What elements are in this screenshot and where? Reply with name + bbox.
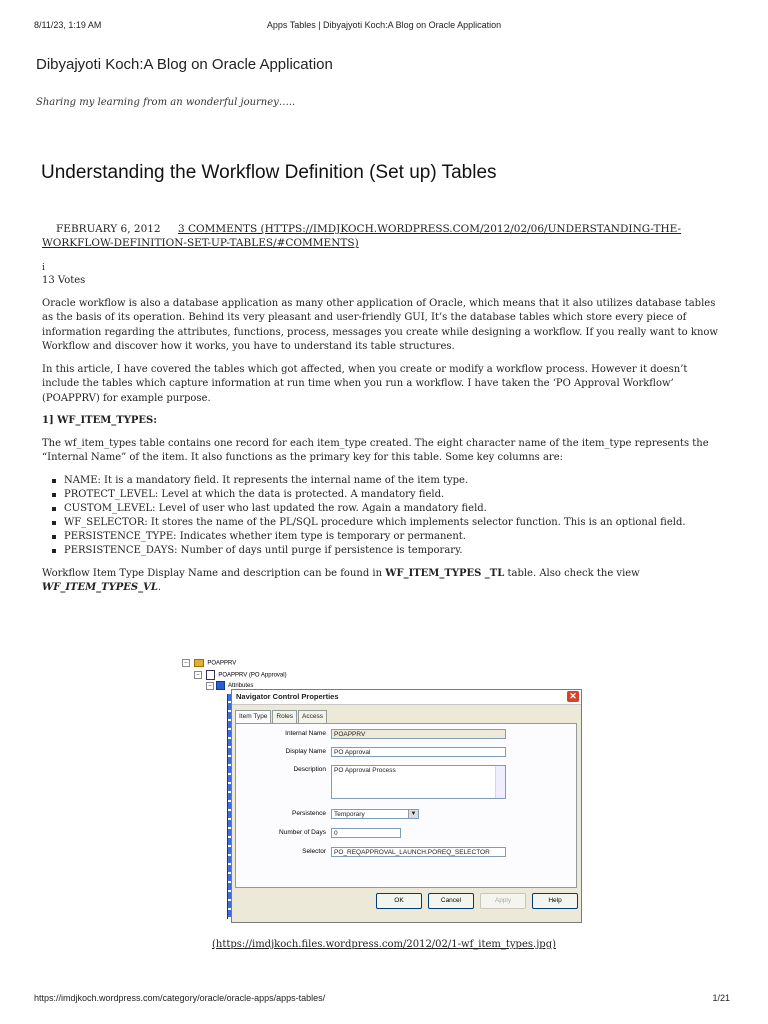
- apply-button[interactable]: Apply: [480, 893, 526, 909]
- blog-title-link[interactable]: Dibyajyoti Koch:A Blog on Oracle Application: [36, 56, 333, 73]
- tree-attributes-label: Attributes: [228, 683, 254, 690]
- collapse-icon: –: [194, 671, 202, 679]
- para4-end: .: [157, 582, 162, 593]
- persistence-value: Temporary: [334, 811, 365, 818]
- ok-button[interactable]: OK: [376, 893, 422, 909]
- workflow-builder-screenshot[interactable]: [176, 657, 584, 923]
- collapse-icon: –: [182, 659, 190, 667]
- rating-star-icon[interactable]: i: [42, 263, 45, 273]
- comments-link[interactable]: 3 COMMENTS (HTTPS://IMDJKOCH.WORDPRESS.COM/2012/02/06/UNDERSTANDING-THE-WORKFLOW-DEFINITION-SET-UP-TABLES/#COMMENTS): [42, 223, 682, 249]
- dialog-title: Navigator Control Properties: [236, 692, 339, 701]
- selector-field[interactable]: PO_REQAPPROVAL_LAUNCH.POREQ_SELECTOR: [331, 847, 506, 857]
- help-button[interactable]: Help: [532, 893, 578, 909]
- print-page-number: 1/21: [712, 993, 730, 1003]
- tree-root-label: POAPPRV: [207, 660, 237, 667]
- list-item: PROTECT_LEVEL: Level at which the data is protected. A mandatory field.: [52, 488, 722, 502]
- dropdown-arrow-icon[interactable]: ▼: [408, 810, 418, 818]
- collapse-icon: –: [206, 682, 214, 690]
- list-item: PERSISTENCE_DAYS: Number of days until purge if persistence is temporary.: [52, 544, 722, 558]
- dialog-tabs: [235, 710, 328, 723]
- tl-table-name: WF_ITEM_TYPES _TL: [385, 567, 505, 579]
- list-item: PERSISTENCE_TYPE: Indicates whether item type is temporary or permanent.: [52, 530, 722, 544]
- image-caption: [0, 939, 768, 950]
- post-content: [42, 263, 722, 604]
- display-name-label: Display Name: [285, 748, 326, 755]
- rating: [42, 263, 722, 289]
- print-datetime: 8/11/23, 1:19 AM: [34, 20, 102, 30]
- selector-label: Selector: [302, 848, 326, 855]
- key-columns-list: [42, 474, 722, 558]
- votes-count: 13 Votes: [42, 275, 86, 286]
- image-link[interactable]: (https://imdjkoch.files.wordpress.com/2012/02/1-wf_item_types.jpg): [211, 939, 556, 950]
- days-field[interactable]: 0: [331, 828, 401, 838]
- item-type-panel: [235, 723, 577, 888]
- cancel-button[interactable]: Cancel: [428, 893, 474, 909]
- days-label: Number of Days: [279, 829, 326, 836]
- tree-child: [194, 670, 287, 680]
- paragraph-display-name: [42, 567, 722, 596]
- tab-roles[interactable]: Roles: [272, 710, 297, 723]
- description-value: PO Approval Process: [334, 767, 396, 774]
- post-meta: [42, 222, 682, 250]
- post-title: Understanding the Workflow Definition (Set up) Tables: [41, 162, 497, 183]
- tree-root: [182, 659, 236, 667]
- tab-access[interactable]: Access: [298, 710, 327, 723]
- attributes-icon: [216, 681, 225, 690]
- post-date: FEBRUARY 6, 2012: [56, 223, 161, 235]
- para4-prefix: Workflow Item Type Display Name and description can be found in: [42, 567, 386, 579]
- tab-item-type[interactable]: Item Type: [235, 710, 271, 723]
- section-heading: 1] WF_ITEM_TYPES:: [42, 415, 157, 426]
- description-label: Description: [293, 766, 326, 773]
- tree-child-label: POAPPRV (PO Approval): [218, 672, 287, 679]
- description-scrollbar[interactable]: [495, 766, 505, 798]
- internal-name-label: Internal Name: [285, 730, 326, 737]
- list-item: WF_SELECTOR: It stores the name of the PL/SQL procedure which implements selector function. This is an optional field.: [52, 516, 722, 530]
- paragraph-item-types: The wf_item_types table contains one record for each item_type created. The eight character name of the item_type represents the “Internal Name” of the item. It also functions as the primary key for this table. Some key columns are:: [42, 437, 709, 463]
- persistence-label: Persistence: [292, 810, 326, 817]
- print-url: https://imdjkoch.wordpress.com/category/oracle/oracle-apps/apps-tables/: [34, 993, 326, 1003]
- paragraph-scope: In this article, I have covered the tables which got affected, when you create or modify a workflow process. However it doesn’t include the tables which capture information at run time when you run a workflow. I have taken the ‘PO Approval Workflow’ (POAPPRV) for example purpose.: [42, 363, 688, 404]
- print-page-title: Apps Tables | Dibyajyoti Koch:A Blog on Oracle Application: [266, 20, 502, 30]
- close-icon[interactable]: ✕: [567, 691, 579, 702]
- para4-mid: table. Also check the view: [504, 567, 640, 579]
- list-item: CUSTOM_LEVEL: Level of user who last updated the row. Again a mandatory field.: [52, 502, 722, 516]
- internal-name-field[interactable]: POAPPRV: [331, 729, 506, 739]
- display-name-field[interactable]: PO Approval: [331, 747, 506, 757]
- list-item: NAME: It is a mandatory field. It represents the internal name of the item type.: [52, 474, 722, 488]
- folder-icon: [194, 659, 204, 667]
- navigator-properties-dialog: [231, 689, 582, 923]
- persistence-select[interactable]: [331, 809, 419, 819]
- document-icon: [206, 670, 215, 680]
- paragraph-intro: Oracle workflow is also a database application as many other application of Oracle, which means that it also utilizes database tables as the basis of its operation. Behind its very pleasant and user-friendly GUI, It’s the database tables which store every piece of information regarding the attributes, functions, process, messages you create while designing a workflow. If you really want to know Workflow and discover how it works, you have to understand its table structures.: [42, 297, 718, 352]
- vl-view-name: WF_ITEM_TYPES_VL: [42, 582, 158, 593]
- description-field[interactable]: [331, 765, 506, 799]
- blog-tagline: Sharing my learning from an wonderful journey…..: [36, 97, 296, 108]
- dialog-titlebar: [232, 690, 581, 705]
